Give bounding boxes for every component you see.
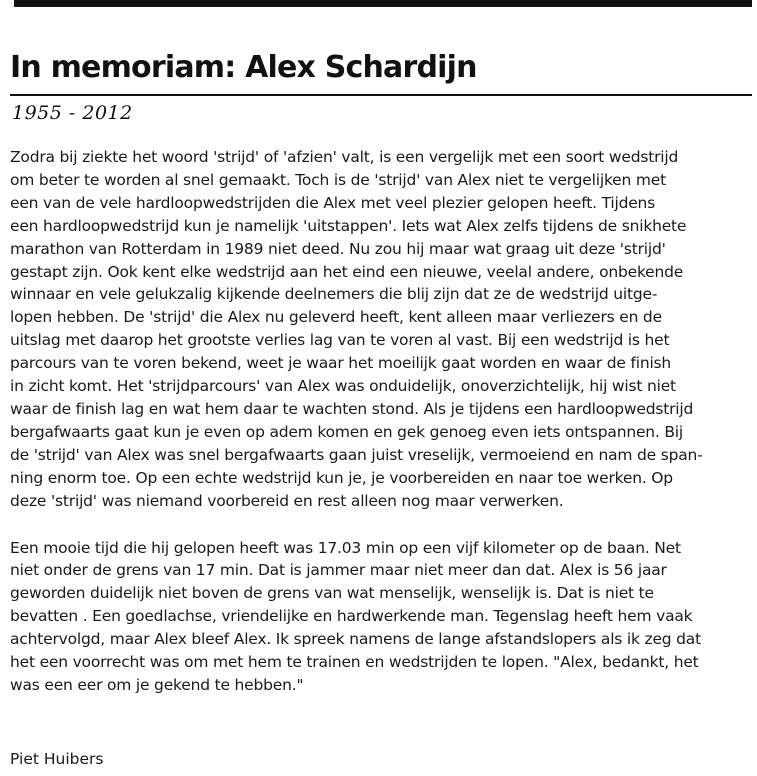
article-body	[10, 146, 752, 697]
paragraph-line: was een eer om je gekend te hebben."	[10, 675, 304, 694]
paragraph-line: de 'strijd' van Alex was snel bergafwaarts gaan juist vreselijk, vermoeiend en nam de span-	[10, 445, 703, 464]
paragraph-line: gestapt zijn. Ook kent elke wedstrijd aan het eind een nieuwe, veelal andere, onbekende	[10, 262, 684, 281]
top-border-bar	[14, 0, 752, 7]
life-years: 1955 - 2012	[12, 102, 133, 124]
paragraph-line: het een voorrecht was om met hem te trainen en wedstrijden te lopen. "Alex, bedankt, het	[10, 653, 699, 672]
paragraph-line: parcours van te voren bekend, weet je waar het moeilijk gaat worden en waar de finish	[10, 354, 672, 373]
paragraph-line: marathon van Rotterdam in 1989 niet deed. Nu zou hij maar wat graag uit deze 'strijd'	[10, 239, 666, 258]
author-signature: Piet Huibers	[10, 750, 104, 768]
paragraph-line: een van de vele hardloopwedstrijden die Alex met veel plezier gelopen heeft. Tijdens	[10, 193, 656, 212]
article-title: In memoriam: Alex Schardijn	[10, 50, 477, 85]
paragraph-line: bergafwaarts gaat kun je even op adem komen en gek genoeg even iets ontspannen. Bij	[10, 422, 684, 441]
paragraph-line: uitslag met daarop het grootste verlies lag van te voren al vast. Bij een wedstrijd is het	[10, 331, 670, 350]
paragraph-line: waar de finish lag en wat hem daar te wachten stond. Als je tijdens een hardloopwedstrijd	[10, 399, 694, 418]
paragraph-line: Zodra bij ziekte het woord 'strijd' of 'afzien' valt, is een vergelijk met een soort wedstrijd	[10, 148, 679, 166]
paragraph-line: Een mooie tijd die hij gelopen heeft was 17.03 min op een vijf kilometer op de baan. Net	[10, 538, 681, 557]
paragraph-line: achtervolgd, maar Alex bleef Alex. Ik spreek namens de lange afstandslopers als ik zeg dat	[10, 630, 701, 649]
paragraph-line: in zicht komt. Het 'strijdparcours' van Alex was onduidelijk, onoverzichtelijk, hij wist niet	[10, 377, 676, 396]
article-paragraph	[10, 146, 752, 513]
paragraph-line: winnaar en vele gelukzalig kijkende deelnemers die blij zijn dat ze de wedstrijd uitge-	[10, 285, 658, 304]
paragraph-line: een hardloopwedstrijd kun je namelijk 'uitstappen'. Iets wat Alex zelfs tijdens de snikhete	[10, 216, 687, 235]
paragraph-line: ning enorm toe. Op een echte wedstrijd kun je, je voorbereiden en naar toe werken. Op	[10, 468, 673, 487]
paragraph-line: lopen hebben. De 'strijd' die Alex nu geleverd heeft, kent alleen maar verliezers en de	[10, 308, 662, 327]
paragraph-line: bevatten . Een goedlachse, vriendelijke en hardwerkende man. Tegenslag heeft hem vaak	[10, 607, 693, 626]
title-underline	[10, 94, 752, 96]
article-paragraph	[10, 537, 752, 697]
paragraph-line: geworden duidelijk niet boven de grens van wat menselijk, wenselijk is. Dat is niet te	[10, 584, 654, 603]
paragraph-line: om beter te worden al snel gemaakt. Toch is de 'strijd' van Alex niet te vergelijken met	[10, 170, 666, 189]
paragraph-line: deze 'strijd' was niemand voorbereid en rest alleen nog maar verwerken.	[10, 491, 564, 510]
paragraph-line: niet onder de grens van 17 min. Dat is jammer maar niet meer dan dat. Alex is 56 jaar	[10, 561, 667, 580]
